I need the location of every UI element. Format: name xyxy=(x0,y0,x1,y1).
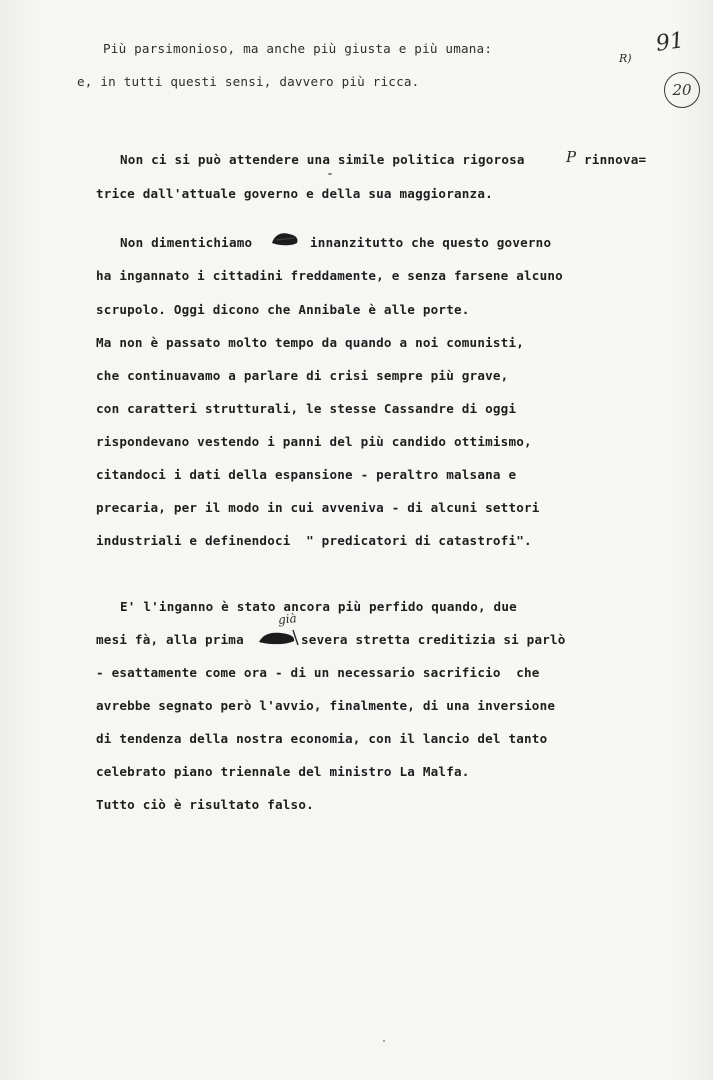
ink-blot-icon xyxy=(270,231,300,247)
text-line: avrebbe segnato però l'avvio, finalmente, di una inversione xyxy=(96,698,556,713)
text-line: industriali e definendoci " predicatori di catastrofi". xyxy=(96,533,532,548)
ink-blot-icon xyxy=(257,628,301,646)
text-line: Non dimentichiamo xyxy=(120,235,253,250)
text-line: rinnova= xyxy=(584,152,647,167)
text-line: - esattamente come ora - di un necessario sacrificio che xyxy=(96,665,540,680)
text-line: scrupolo. Oggi dicono che Annibale è alle porte. xyxy=(96,302,470,317)
text-line: celebrato piano triennale del ministro La Malfa. xyxy=(96,764,470,779)
text-line: Non ci si può attendere una simile politica rigorosa xyxy=(120,152,525,167)
text-line: Ma non è passato molto tempo da quando a noi comunisti, xyxy=(96,335,525,350)
text-line: severa stretta creditizia si parlò xyxy=(301,632,566,647)
text-line: innanzitutto che questo governo xyxy=(310,235,552,250)
insertion-mark-annotation: P xyxy=(566,148,577,166)
text-line: trice dall'attuale governo e della sua maggioranza. xyxy=(96,186,493,201)
text-line: citandoci i dati della espansione - peraltro malsana e xyxy=(96,467,517,482)
inserted-word-annotation: già xyxy=(277,611,298,627)
text-line: precaria, per il modo in cui avveniva - di alcuni settori xyxy=(96,500,540,515)
text-line: di tendenza della nostra economia, con il lancio del tanto xyxy=(96,731,548,746)
text-line: rispondevano vestendo i panni del più candido ottimismo, xyxy=(96,434,532,449)
text-line: che continuavamo a parlare di crisi sempre più grave, xyxy=(96,368,509,383)
text-line: Più parsimonioso, ma anche più giusta e più umana: xyxy=(103,41,493,56)
text-line: e, in tutti questi sensi, davvero più ricca. xyxy=(77,74,420,89)
ink-speck xyxy=(328,173,332,175)
page-number-annotation: 91 xyxy=(654,28,686,57)
text-line: ha ingannato i cittadini freddamente, e senza farsene alcuno xyxy=(96,268,563,283)
ink-speck xyxy=(383,1040,385,1042)
side-mark-annotation: R) xyxy=(619,52,632,65)
text-line: mesi fà, alla prima xyxy=(96,632,244,647)
text-line: con caratteri strutturali, le stesse Cassandre di oggi xyxy=(96,401,517,416)
text-line: Tutto ciò è risultato falso. xyxy=(96,797,314,812)
circled-number-annotation: 20 xyxy=(664,72,700,108)
text-line: E' l'inganno è stato ancora più perfido quando, due xyxy=(120,599,517,614)
